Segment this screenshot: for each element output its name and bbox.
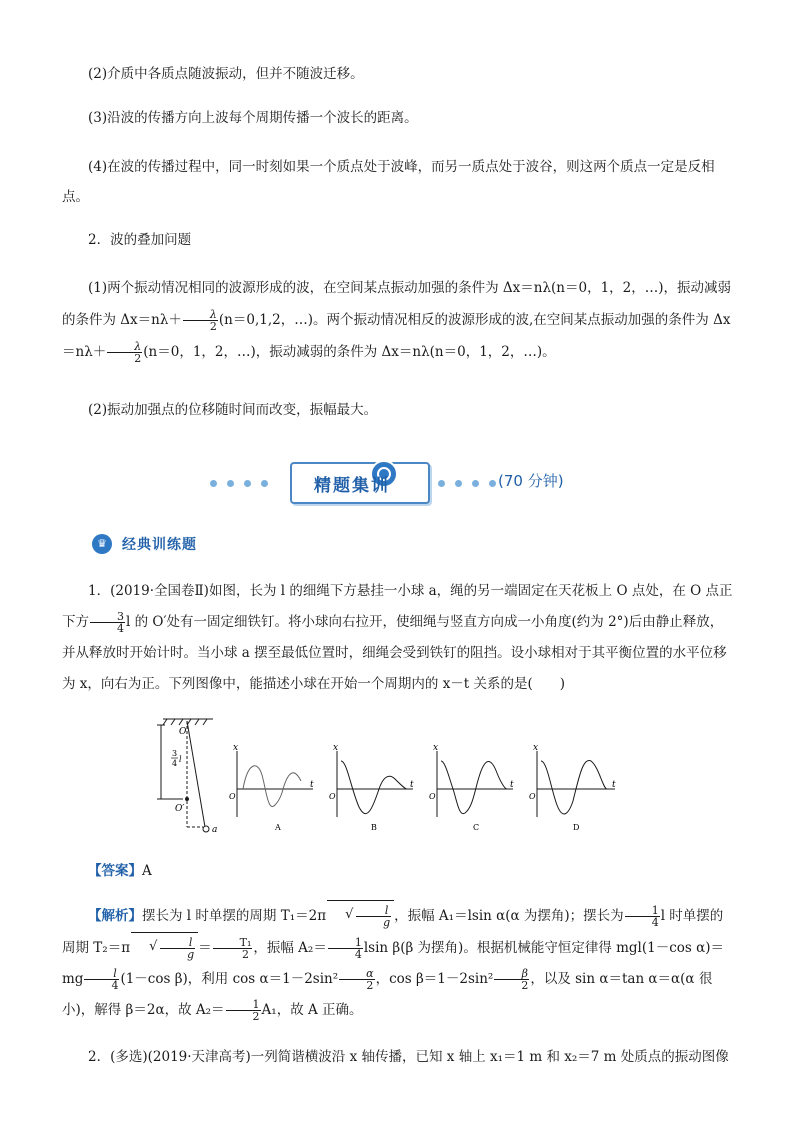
graph-d-origin: O xyxy=(529,792,536,801)
section-label: 经典训练题 xyxy=(122,537,197,553)
three-quarters: $\frac{3}{4}$ xyxy=(90,611,125,634)
lambda-over-2: $\frac{\lambda}{2}$ xyxy=(183,309,218,332)
banner-dots-left xyxy=(210,480,268,487)
label-a: a xyxy=(212,825,218,835)
superposition-text-b: (n＝0,1,2，…)。两个振动情况相反的波源形成的波,在空间某点振动加强的条件为 Δx＝nλ＋ xyxy=(62,312,731,360)
graph-d xyxy=(537,751,615,817)
graph-b xyxy=(337,751,413,817)
question-2: 2．(多选)(2019·天津高考)一列简谐横波沿 x 轴传播，已知 x 轴上 x₁＝1 m 和 x₂＝7 m 处质点的振动图像 xyxy=(88,1049,729,1065)
banner-time: (70 分钟) xyxy=(498,472,564,490)
label-o-prime: O′ xyxy=(175,804,185,814)
answer-tag: 【答案】 xyxy=(88,863,142,879)
ceiling-hatch xyxy=(163,719,167,725)
graph-c xyxy=(437,751,513,817)
banner-title: 精题集训 xyxy=(314,476,390,496)
question-1-figure xyxy=(155,717,635,837)
section-heading xyxy=(92,533,197,555)
graph-c-t: t xyxy=(510,780,514,790)
q1-text-a: 1．(2019·全国卷Ⅱ)如图，长为 l 的细绳下方悬挂一小球 a，绳的另一端固定在天花板上 O 点处，在 O 点正下方 xyxy=(62,583,733,630)
fig-frac-num: 3 xyxy=(172,749,178,758)
graph-c-label: C xyxy=(473,823,480,832)
answer-line xyxy=(88,861,760,881)
superposition-p2: (2)振动加强点的位移随时间而改变，振幅最大。 xyxy=(88,402,378,418)
ball xyxy=(203,826,209,832)
label-o: O xyxy=(179,727,187,737)
analysis-tag: 【解析】 xyxy=(88,908,142,924)
graph-d-t: t xyxy=(612,780,616,790)
graph-b-t: t xyxy=(410,780,414,790)
string xyxy=(187,721,205,827)
graph-c-origin: O xyxy=(429,792,436,801)
graph-d-label: D xyxy=(573,823,580,832)
fig-frac-l: l xyxy=(179,755,182,764)
fig-frac-den: 4 xyxy=(172,759,178,768)
superposition-p1 xyxy=(62,272,734,368)
graph-d-x: x xyxy=(533,743,539,753)
question-1 xyxy=(62,576,734,700)
banner-dots-right xyxy=(438,480,496,487)
graph-a-t: t xyxy=(310,780,314,790)
graph-c-x: x xyxy=(433,743,439,753)
graph-b-origin: O xyxy=(329,792,336,801)
lambda-over-2b: $\frac{\lambda}{2}$ xyxy=(107,341,142,364)
graph-a xyxy=(237,751,313,817)
graph-b-x: x xyxy=(333,743,339,753)
graph-a-origin: O xyxy=(229,792,236,801)
wave-point-2: (2)介质中各质点随波振动，但并不随波迁移。 xyxy=(88,66,364,82)
q1-text-b: l 的 O′处有一固定细铁钉。将小球向右拉开，使细绳与竖直方向成一小角度(约为 2°)后由静止释放，并从释放时开始计时。当小球 a 摆至最低位置时，细绳会受到铁钉的阻挡。设小球相对于其平衡位置的水平位移为 x，向右为正。下列图像中，能描述小球在开始一个周期内的 x－t 关系的是( ) xyxy=(62,614,727,692)
graph-a-label: A xyxy=(275,823,281,832)
trophy-icon: ♛ xyxy=(92,534,112,554)
graph-b-label: B xyxy=(371,823,377,832)
banner-box xyxy=(290,462,430,504)
superposition-text-a: (1)两个振动情况相同的波源形成的波，在空间某点振动加强的条件为 Δx＝nλ(n＝0，1，2，…)，振动减弱的条件为 Δx＝nλ＋ xyxy=(62,280,732,328)
wave-point-3: (3)沿波的传播方向上波每个周期传播一个波长的距离。 xyxy=(88,110,418,126)
superposition-heading: 2．波的叠加问题 xyxy=(88,232,192,248)
nail xyxy=(186,798,189,801)
section-banner xyxy=(210,452,600,502)
wave-point-4: (4)在波的传播过程中，同一时刻如果一个质点处于波峰，而另一质点处于波谷，则这两个质点一定是反相点。 xyxy=(62,159,715,205)
answer-value: A xyxy=(142,863,152,879)
superposition-text-c: (n＝0，1，2，…)，振动减弱的条件为 Δx＝nλ(n＝0，1，2，…)。 xyxy=(143,344,556,360)
graph-a-x: x xyxy=(233,743,239,753)
analysis: 【解析】摆长为 l 时单摆的周期 T₁＝2π √ $\frac{l}{g}$ ，振幅 A₁＝lsin α(α 为摆角)；摆长为 $\frac{1}{4}$ l 时单摆的周期 T₂＝π √ $\frac{l}{g}$ ＝ $\frac{\text{T₁}}{2}$ ，振幅 A₂＝ $\frac{1}{4}$ lsin β(β 为摆角)。根据机械能守恒定律得 mgl(1－cos α)＝mg $\frac{l}{4}$ (1－cos β)，利用 cos α＝1－2sin² $\frac{\alpha}{2}$ ，cos β＝1－2sin² $\frac{\beta}{2}$ ，以及 sin α＝tan α＝α(α 很小)，解得 β＝2α，故 A₂＝ $\frac{1}{2}$ A₁，故 A 正确。 xyxy=(62,900,734,1026)
